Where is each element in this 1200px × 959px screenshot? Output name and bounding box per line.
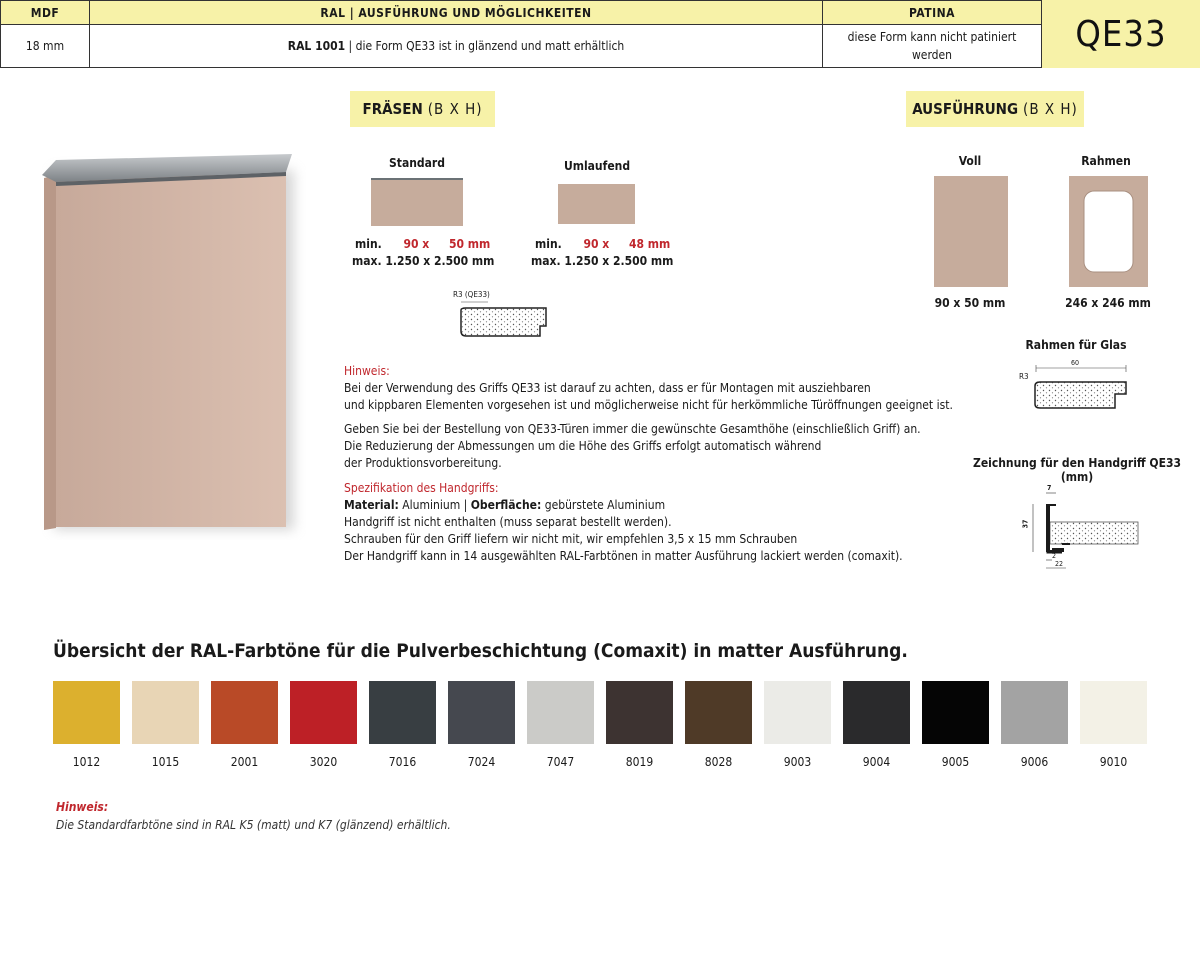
ral-code-label: 7024: [467, 755, 496, 769]
milling-standard-min: [355, 237, 490, 251]
door-illustration: [36, 150, 306, 540]
ral-code: RAL 1001: [287, 39, 346, 53]
spec-title: Spezifikation des Handgriffs:: [344, 481, 499, 495]
ral-swatch-2001: [211, 681, 278, 744]
glass-frame-drawing: [1030, 364, 1135, 414]
milling-standard-swatch: [371, 178, 463, 226]
order-line-1: Geben Sie bei der Bestellung von QE33-Türen immer die gewünschte Gesamthöhe (einschließlich Griff) an.: [344, 422, 921, 436]
spec-material: [344, 497, 665, 514]
ral-swatch-3020: [290, 681, 357, 744]
ral-overview-title: Übersicht der RAL-Farbtöne für die Pulverbeschichtung (Comaxit) in matter Ausführung.: [53, 640, 908, 662]
ral-value: [90, 25, 822, 67]
ral-code-label: 9005: [941, 755, 970, 769]
milling-tag-sub: (B X H): [427, 100, 483, 118]
ral-code-label: 1015: [151, 755, 180, 769]
ral-description: | die Form QE33 ist in glänzend und matt erhältlich: [345, 39, 625, 53]
glass-frame-title: Rahmen für Glas: [1025, 338, 1127, 352]
ral-swatch-9003: [764, 681, 831, 744]
ral-swatch-9010: [1080, 681, 1147, 744]
handle-drawing: [1018, 482, 1143, 574]
ral-swatch-9006: [1001, 681, 1068, 744]
patina-value: diese Form kann nicht patiniert werden: [847, 30, 1017, 62]
ral-swatch-8019: [606, 681, 673, 744]
milling-umlaufend-label: Umlaufend: [563, 159, 631, 173]
milling-umlaufend-max: max. 1.250 x 2.500 mm: [531, 254, 674, 268]
footer-hint-title: Hinweis:: [56, 800, 109, 814]
min-height: 48 mm: [629, 237, 671, 251]
min-width: 90 x: [583, 237, 610, 251]
ral-code-label: 8019: [625, 755, 654, 769]
ral-code-label: 2001: [230, 755, 259, 769]
spec-surface-label: Oberfläche:: [470, 498, 542, 512]
execution-rahmen-label: Rahmen: [1081, 154, 1131, 168]
handle-dim-top: 7: [1047, 484, 1052, 492]
ral-code-label: 9003: [783, 755, 812, 769]
min-label: min.: [535, 237, 562, 251]
ral-swatch-1015: [132, 681, 199, 744]
ral-code-label: 9010: [1099, 755, 1128, 769]
profile-drawing: [458, 298, 553, 340]
spec-surface-value: gebürstete Aluminium: [541, 498, 666, 512]
ral-swatch-7047: [527, 681, 594, 744]
execution-tag: [906, 91, 1084, 127]
min-label: min.: [355, 237, 382, 251]
milling-umlaufend-min: [535, 237, 670, 251]
hint-title: Hinweis:: [344, 364, 390, 378]
ral-header: RAL | AUSFÜHRUNG UND MÖGLICHKEITEN: [90, 1, 822, 25]
ral-code-label: 3020: [309, 755, 338, 769]
mdf-header: MDF: [1, 1, 89, 25]
execution-rahmen-swatch: [1069, 176, 1148, 287]
min-height: 50 mm: [449, 237, 491, 251]
ral-swatch-9005: [922, 681, 989, 744]
execution-voll-swatch: [934, 176, 1008, 287]
handle-dim-width: 22: [1055, 560, 1064, 568]
ral-code-label: 7047: [546, 755, 575, 769]
execution-voll-size: 90 x 50 mm: [934, 296, 1006, 310]
spec-line-2: Handgriff ist nicht enthalten (muss separat bestellt werden).: [344, 515, 672, 529]
execution-rahmen-size: 246 x 246 mm: [1065, 296, 1151, 310]
hint-line-2: und kippbaren Elementen vorgesehen ist und möglicherweise nicht für herkömmliche Türöffnungen geeignet ist.: [344, 398, 953, 412]
glass-r-label: R3: [1019, 372, 1029, 381]
ral-code-label: 9004: [862, 755, 891, 769]
execution-voll-label: Voll: [958, 154, 982, 168]
footer-hint-text: Die Standardfarbtöne sind in RAL K5 (matt) und K7 (glänzend) erhältlich.: [56, 818, 451, 832]
spec-material-label: Material:: [344, 498, 399, 512]
ral-swatch-8028: [685, 681, 752, 744]
hint-line-1: Bei der Verwendung des Griffs QE33 ist darauf zu achten, dass er für Montagen mit ausziehbaren: [344, 381, 871, 395]
profile-label: R3 (QE33): [453, 290, 490, 299]
order-line-3: der Produktionsvorbereitung.: [344, 456, 502, 470]
min-width: 90 x: [403, 237, 430, 251]
glass-dim-label: 60: [1071, 359, 1080, 367]
milling-standard-max: max. 1.250 x 2.500 mm: [352, 254, 495, 268]
spec-line-3: Schrauben für den Griff liefern wir nicht mit, wir empfehlen 3,5 x 15 mm Schrauben: [344, 532, 798, 546]
ral-code-label: 1012: [72, 755, 101, 769]
execution-tag-title: AUSFÜHRUNG: [912, 100, 1019, 118]
handle-dim-small: 2: [1052, 552, 1057, 560]
ral-swatch-1012: [53, 681, 120, 744]
spec-line-4: Der Handgriff kann in 14 ausgewählten RAL-Farbtönen in matter Ausführung lackiert werden (comaxit).: [344, 549, 903, 563]
product-code: QE33: [1042, 0, 1200, 68]
milling-tag: [350, 91, 495, 127]
spec-table: [0, 0, 1042, 68]
handle-dim-height: 37: [1021, 519, 1030, 529]
ral-swatch-7016: [369, 681, 436, 744]
order-line-2: Die Reduzierung der Abmessungen um die Höhe des Griffs erfolgt automatisch während: [344, 439, 822, 453]
mdf-value: 18 mm: [25, 39, 65, 53]
milling-standard-label: Standard: [389, 156, 445, 170]
ral-swatch-9004: [843, 681, 910, 744]
handle-drawing-title: Zeichnung für den Handgriff QE33 (mm): [972, 456, 1181, 484]
spec-material-value: Aluminium |: [398, 498, 471, 512]
milling-tag-title: FRÄSEN: [362, 100, 423, 118]
patina-header: PATINA: [823, 1, 1041, 25]
ral-code-label: 8028: [704, 755, 733, 769]
execution-tag-sub: (B X H): [1023, 100, 1078, 118]
ral-swatch-7024: [448, 681, 515, 744]
ral-code-label: 9006: [1020, 755, 1049, 769]
ral-code-label: 7016: [388, 755, 417, 769]
milling-umlaufend-swatch: [558, 184, 635, 224]
